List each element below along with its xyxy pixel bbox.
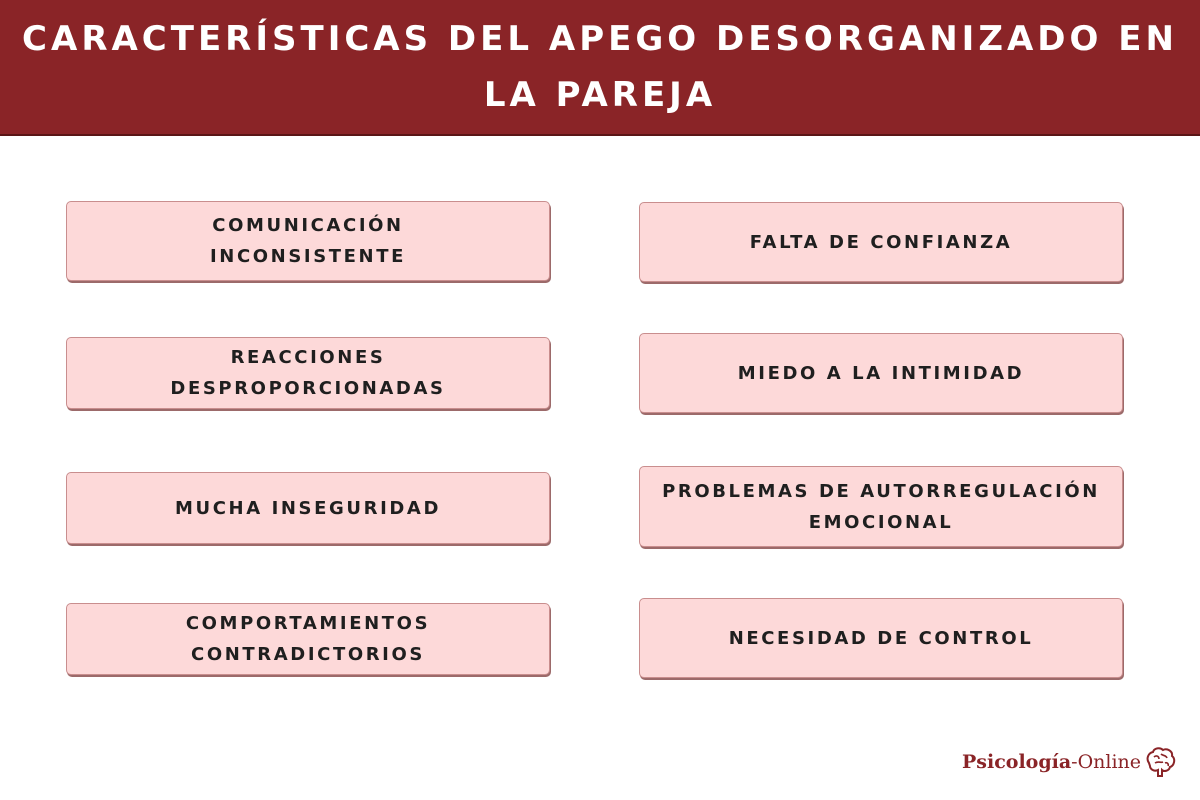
characteristic-box-control (639, 598, 1123, 678)
characteristic-box-self-regulation (639, 466, 1123, 547)
characteristic-box-intimacy (639, 333, 1123, 413)
characteristic-box-trust (639, 202, 1123, 282)
characteristic-label: COMPORTAMIENTOS CONTRADICTORIOS (185, 613, 431, 665)
characteristic-label: COMUNICACIÓN INCONSISTENTE (210, 215, 406, 267)
brand-logo (962, 742, 1184, 782)
characteristic-label: MIEDO A LA INTIMIDAD (737, 362, 1025, 384)
characteristic-box-communication (66, 201, 550, 281)
characteristic-label: REACCIONES DESPROPORCIONADAS (170, 347, 446, 399)
brain-icon (1143, 745, 1177, 779)
characteristic-label: MUCHA INSEGURIDAD (175, 497, 441, 519)
characteristic-label: NECESIDAD DE CONTROL (728, 627, 1034, 649)
characteristic-box-reactions (66, 337, 550, 409)
characteristic-label: PROBLEMAS DE AUTORREGULACIÓN EMOCIONAL (662, 480, 1100, 533)
brand-name-bold: Psicología (962, 751, 1072, 773)
page-title: CARACTERÍSTICAS DEL APEGO DESORGANIZADO EN LA PAREJA (22, 19, 1178, 115)
characteristic-box-insecurity (66, 472, 550, 544)
characteristic-label: FALTA DE CONFIANZA (749, 231, 1013, 253)
brand-name (962, 751, 1141, 773)
brand-name-rest: -Online (1071, 751, 1142, 773)
characteristic-box-behaviors (66, 603, 550, 675)
header-banner (0, 0, 1200, 136)
